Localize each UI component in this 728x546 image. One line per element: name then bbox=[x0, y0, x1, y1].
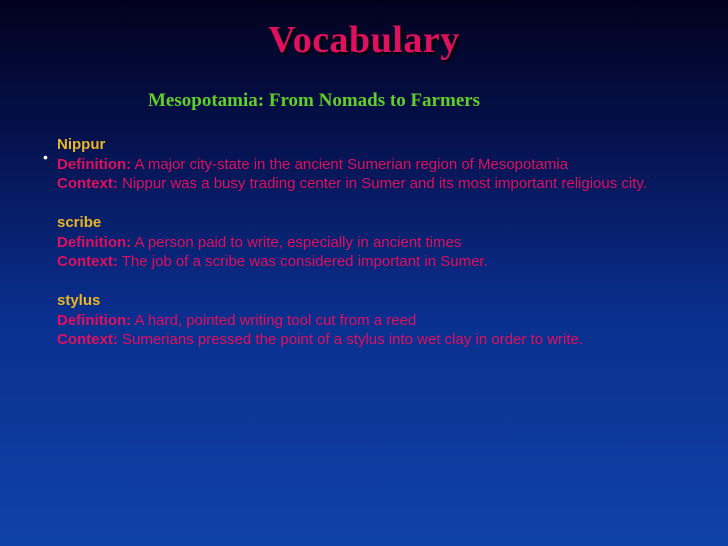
definition-label: Definition: bbox=[57, 311, 132, 329]
definition-line bbox=[57, 233, 697, 253]
definition-text: A person paid to write, especially in ancient times bbox=[134, 233, 462, 251]
definition-line bbox=[57, 311, 697, 331]
vocab-entry-stylus bbox=[57, 291, 697, 350]
context-line bbox=[57, 330, 697, 350]
vocab-term: scribe bbox=[57, 214, 102, 231]
vocab-term: Nippur bbox=[57, 136, 106, 153]
vocab-term: stylus bbox=[57, 292, 101, 309]
context-text: Nippur was a busy trading center in Sumer and its most important religious city. bbox=[122, 175, 647, 192]
vocabulary-list bbox=[57, 135, 697, 369]
definition-label: Definition: bbox=[57, 155, 132, 173]
context-text: Sumerians pressed the point of a stylus into wet clay in order to write. bbox=[122, 331, 584, 348]
definition-text: A hard, pointed writing tool cut from a reed bbox=[134, 311, 417, 329]
context-text: The job of a scribe was considered important in Sumer. bbox=[121, 253, 488, 270]
bullet-marker: • bbox=[43, 149, 48, 165]
context-label: Context: bbox=[57, 253, 118, 270]
context-label: Context: bbox=[57, 175, 118, 192]
vocab-entry-scribe bbox=[57, 213, 697, 272]
slide-subtitle: Mesopotamia: From Nomads to Farmers bbox=[148, 90, 481, 111]
context-line bbox=[57, 174, 697, 194]
definition-line bbox=[57, 155, 697, 175]
context-line bbox=[57, 252, 697, 272]
definition-label: Definition: bbox=[57, 233, 132, 251]
vocab-entry-nippur bbox=[57, 135, 697, 194]
definition-text: A major city-state in the ancient Sumerian region of Mesopotamia bbox=[134, 155, 569, 173]
slide-title: Vocabulary bbox=[268, 19, 460, 61]
context-label: Context: bbox=[57, 331, 118, 348]
